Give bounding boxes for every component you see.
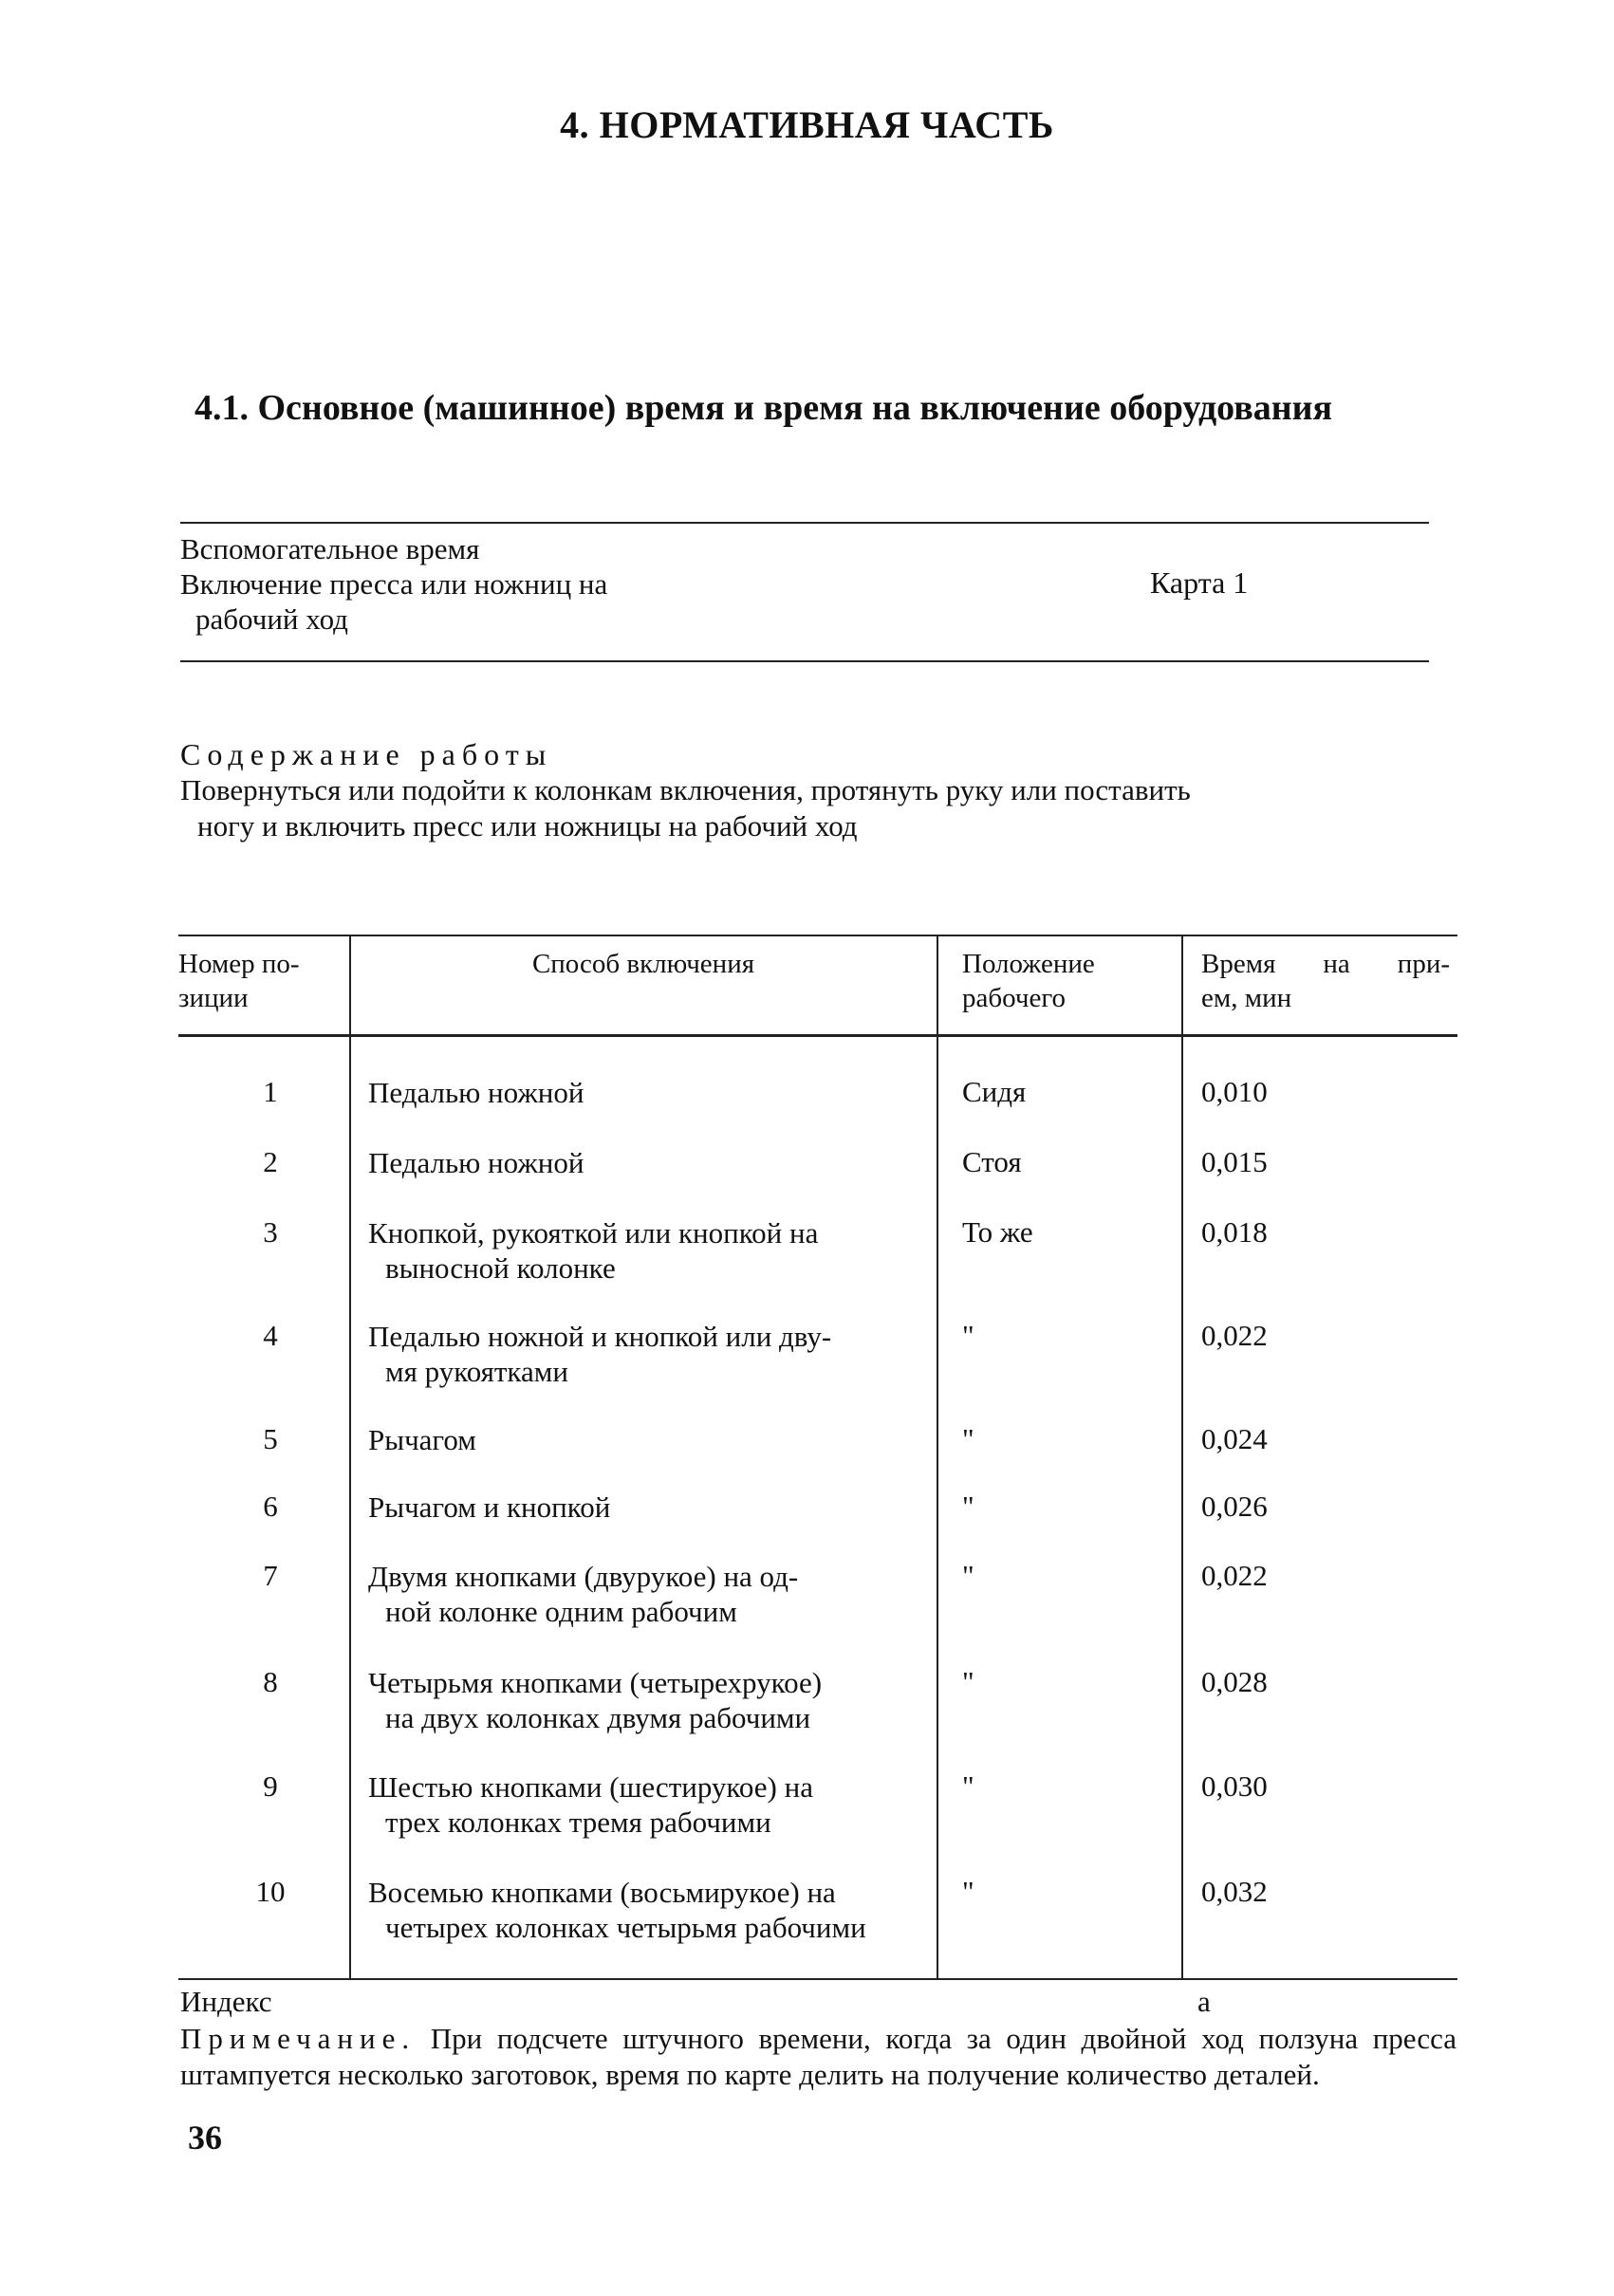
row-method-continuation: на двух колонках двумя рабочими: [385, 1701, 811, 1734]
card-type: Вспомогательное время: [180, 532, 480, 565]
row-method: [368, 1490, 937, 1525]
section-title: 4. НОРМАТИВНАЯ ЧАСТЬ: [560, 103, 1054, 146]
footnote-text: При подсчете штучного времени, когда за один двойной ход ползуна пресса штампуется несколько заготовок, время по карте делить на получение количество деталей.: [180, 2022, 1456, 2091]
row-method-text: Шестью кнопками (шестирукое) на: [368, 1770, 813, 1804]
table-bottom-rule: [178, 1978, 1457, 1980]
row-number: 2: [263, 1145, 278, 1178]
header-method: [353, 947, 934, 981]
row-number: 6: [263, 1490, 278, 1523]
row-number: 8: [263, 1665, 278, 1698]
row-method-continuation: мя рукоятками: [385, 1355, 568, 1388]
footnote: [180, 2021, 1456, 2093]
row-method: [368, 1319, 937, 1389]
header-method-text: Способ включения: [531, 949, 755, 979]
row-method: [368, 1075, 937, 1110]
row-position: То же: [962, 1215, 1033, 1249]
card-top-rule: [180, 522, 1429, 524]
row-time: 0,018: [1201, 1215, 1268, 1249]
row-number: 9: [263, 1769, 278, 1803]
header-num-line1: Номер по-: [178, 949, 300, 979]
card-title-line2: рабочий ход: [195, 602, 348, 636]
row-position: ": [962, 1422, 974, 1455]
card-bottom-rule: [180, 660, 1429, 662]
row-method: [368, 1665, 937, 1735]
row-position: ": [962, 1769, 974, 1803]
row-time: 0,032: [1201, 1875, 1268, 1908]
table-top-rule: [178, 935, 1457, 936]
row-method: [368, 1559, 937, 1629]
row-position: ": [962, 1665, 974, 1698]
row-method-text: Рычагом: [368, 1423, 476, 1456]
row-number: 4: [263, 1319, 278, 1352]
row-time: 0,015: [1201, 1145, 1268, 1178]
work-content-line2: ногу и включить пресс или ножницы на рабочий ход: [197, 809, 858, 842]
table-col-divider-3: [1181, 935, 1183, 1978]
row-position: Сидя: [962, 1075, 1027, 1108]
row-method: [368, 1145, 937, 1180]
header-time-line1: Время на при-: [1201, 949, 1450, 979]
row-method-text: Восемью кнопками (восьмирукое) на: [368, 1876, 836, 1909]
table-header-rule: [178, 1034, 1457, 1037]
footnote-label: Примечание.: [180, 2022, 417, 2055]
row-method-continuation: четырех колонках четырьмя рабочими: [385, 1911, 866, 1944]
row-number: 1: [263, 1075, 278, 1108]
card-title-line1: Включение пресса или ножниц на: [180, 567, 608, 601]
page-number: 36: [188, 2119, 222, 2157]
subsection-title: 4.1. Основное (машинное) время и время на включение оборудования: [195, 388, 1333, 428]
row-method: [368, 1769, 937, 1840]
header-time-line2: ем, мин: [1201, 983, 1292, 1013]
row-method: [368, 1215, 937, 1286]
row-method-text: Педалью ножной: [368, 1146, 584, 1179]
header-position-number: [178, 947, 340, 1015]
row-time: 0,030: [1201, 1769, 1268, 1803]
index-value: а: [1197, 1985, 1211, 2018]
row-method-continuation: трех колонках тремя рабочими: [385, 1805, 771, 1839]
row-time: 0,024: [1201, 1422, 1268, 1455]
row-method: [368, 1422, 937, 1457]
work-content-heading: Содержание работы: [180, 737, 553, 771]
row-method: [368, 1875, 937, 1945]
header-pos-line1: Положение: [962, 949, 1095, 979]
header-worker-position: [962, 947, 1176, 1015]
row-method-continuation: выносной колонке: [385, 1251, 616, 1285]
row-position: ": [962, 1559, 974, 1592]
header-num-line2: зиции: [178, 983, 249, 1013]
row-method-text: Педалью ножной и кнопкой или дву-: [368, 1320, 832, 1353]
row-method-text: Четырьмя кнопками (четырехрукое): [368, 1666, 823, 1699]
row-number: 10: [255, 1875, 286, 1908]
work-content-line1: Повернуться или подойти к колонкам включения, протянуть руку или поставить: [180, 773, 1191, 806]
row-position: Стоя: [962, 1145, 1022, 1178]
row-time: 0,022: [1201, 1319, 1268, 1352]
header-pos-line2: рабочего: [962, 983, 1067, 1013]
row-method-continuation: ной колонке одним рабочим: [385, 1595, 737, 1628]
row-number: 5: [263, 1422, 278, 1455]
row-position: ": [962, 1875, 974, 1908]
row-position: ": [962, 1319, 974, 1352]
row-method-text: Педалью ножной: [368, 1076, 584, 1109]
row-method-text: Двумя кнопками (двурукое) на од-: [368, 1560, 799, 1593]
row-number: 3: [263, 1215, 278, 1249]
row-method-text: Кнопкой, рукояткой или кнопкой на: [368, 1216, 819, 1250]
row-time: 0,028: [1201, 1665, 1268, 1698]
index-label: Индекс: [180, 1985, 272, 2018]
header-time: [1201, 947, 1450, 1015]
table-col-divider-1: [349, 935, 351, 1978]
work-content-text: [180, 772, 1452, 844]
row-method-text: Рычагом и кнопкой: [368, 1491, 611, 1524]
row-position: ": [962, 1490, 974, 1523]
row-time: 0,022: [1201, 1559, 1268, 1592]
card-number: Карта 1: [1150, 565, 1249, 600]
row-number: 7: [263, 1559, 278, 1592]
row-time: 0,010: [1201, 1075, 1268, 1108]
row-time: 0,026: [1201, 1490, 1268, 1523]
